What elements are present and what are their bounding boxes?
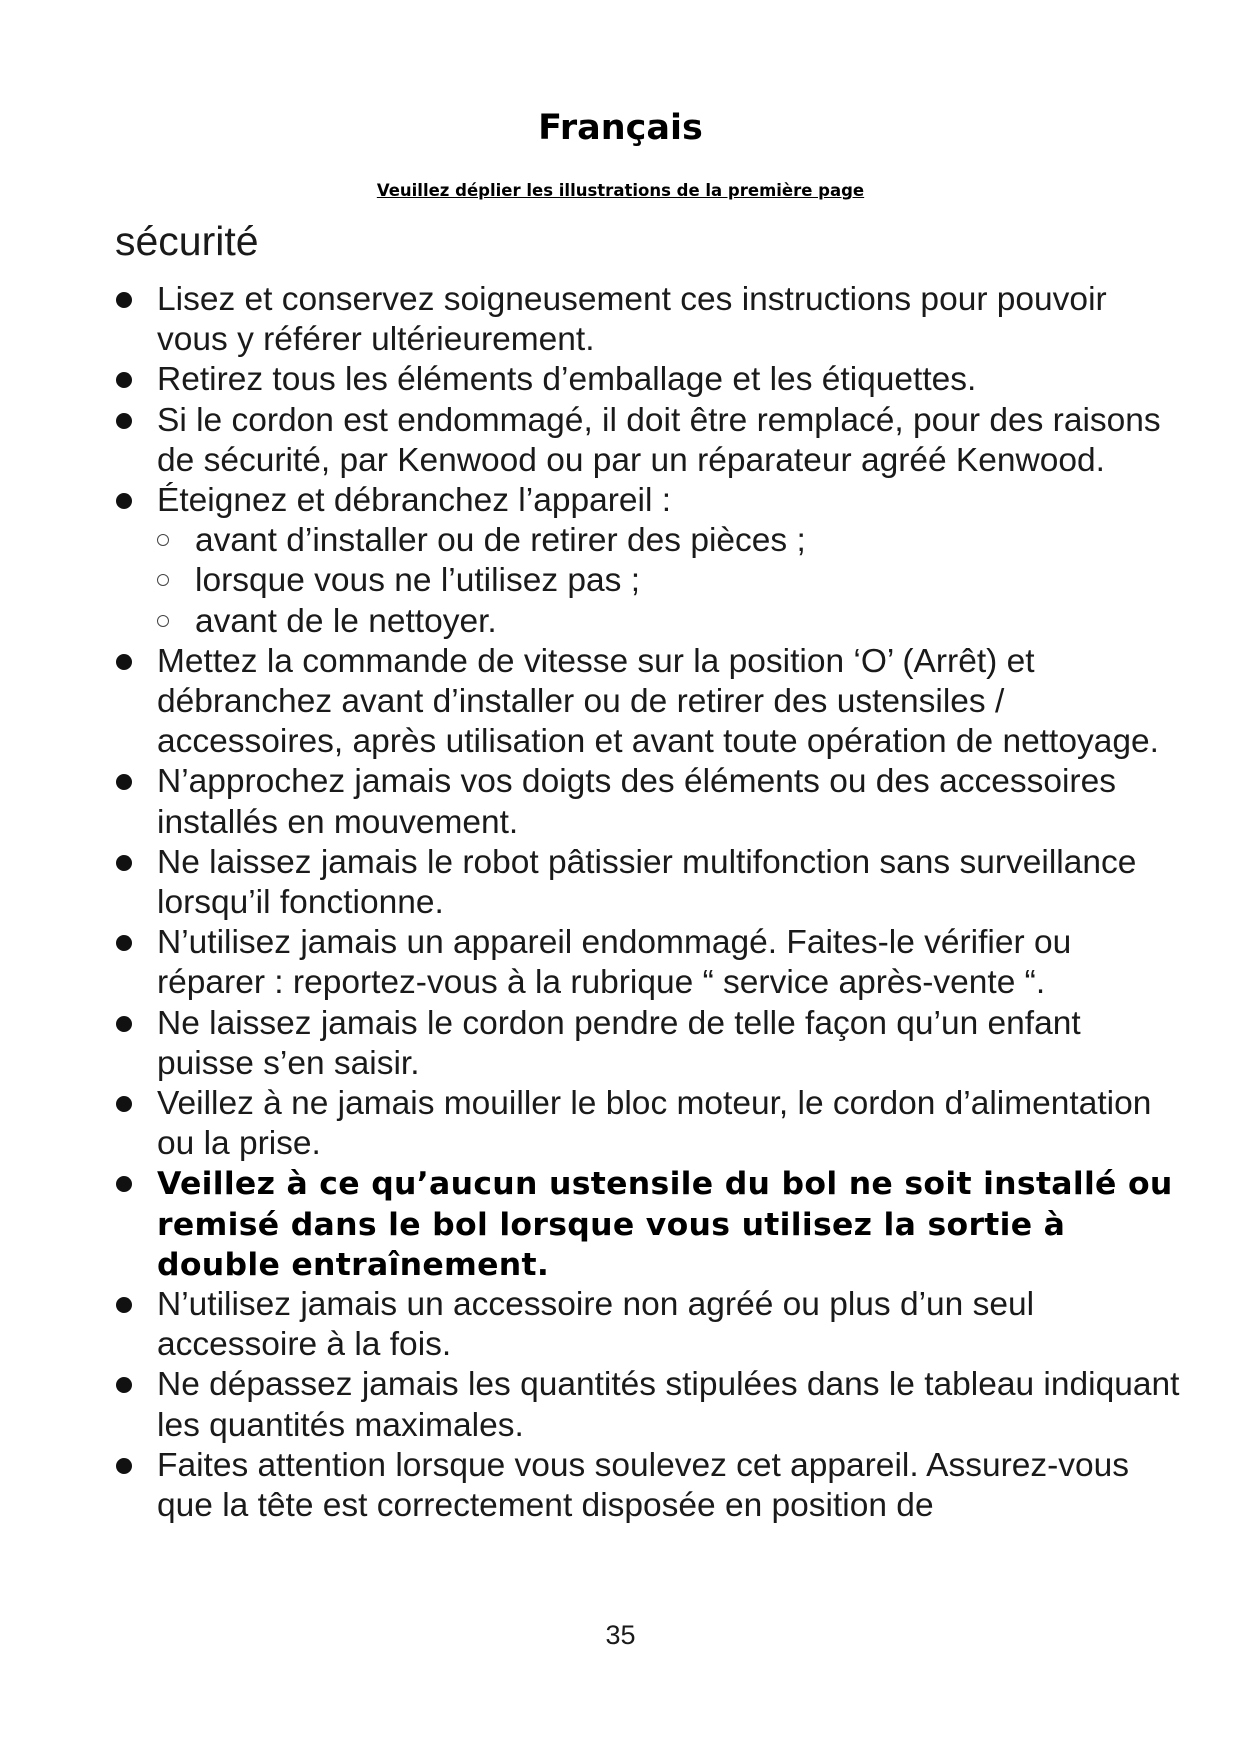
list-item-text: Retirez tous les éléments d’emballage et les étiquettes. <box>157 361 977 399</box>
list-item <box>0 280 1241 360</box>
bullet-icon <box>116 1016 132 1032</box>
bullet-icon <box>116 1096 132 1112</box>
list-item <box>0 481 1241 642</box>
list-item-warning <box>0 1164 1241 1285</box>
list-item-text: Si le cordon est endommagé, il doit être remplacé, pour des raisons de sécurité, par Kenwood ou par un réparateur agréé Kenwood. <box>157 401 1161 479</box>
bullet-icon <box>116 1458 132 1474</box>
list-item-text: N’approchez jamais vos doigts des éléments ou des accessoires installés en mouvement. <box>157 763 1116 841</box>
sub-list-item <box>157 521 1181 561</box>
list-item <box>0 762 1241 842</box>
list-item <box>0 843 1241 923</box>
list-item-text: Faites attention lorsque vous soulevez cet appareil. Assurez-vous que la tête est correctement disposée en position de <box>157 1446 1130 1525</box>
list-item-text: Lisez et conservez soigneusement ces instructions pour pouvoir vous y référer ultérieurement. <box>157 281 1107 359</box>
bullet-icon <box>116 413 132 429</box>
bullet-icon <box>116 654 132 670</box>
list-item <box>0 1084 1241 1164</box>
list-item-text: Ne dépassez jamais les quantités stipulées dans le tableau indiquant les quantités maximales. <box>157 1366 1180 1444</box>
list-item <box>0 401 1241 481</box>
bullet-icon <box>116 935 132 951</box>
bullet-icon <box>116 774 132 790</box>
bullet-icon <box>116 292 132 308</box>
list-item-text: Mettez la commande de vitesse sur la position ‘O’ (Arrêt) et débranchez avant d’installer ou de retirer des ustensiles / accessoires, après utilisation et avant toute opération de nettoyage. <box>157 642 1159 761</box>
list-item <box>0 1365 1241 1445</box>
page-number: 35 <box>605 1620 636 1650</box>
list-item <box>0 923 1241 1003</box>
list-item-text: Ne laissez jamais le cordon pendre de telle façon qu’un enfant puisse s’en saisir. <box>157 1004 1081 1082</box>
list-item <box>0 1004 1241 1084</box>
sub-list-item <box>157 602 1181 642</box>
list-item-text: Éteignez et débranchez l’appareil : <box>157 482 671 520</box>
bullet-icon <box>116 1176 132 1192</box>
safety-list <box>0 280 1241 1526</box>
hollow-bullet-icon <box>157 615 169 627</box>
list-item-text: N’utilisez jamais un accessoire non agréé ou plus d’un seul accessoire à la fois. <box>157 1286 1035 1364</box>
list-item-text: Veillez à ce qu’aucun ustensile du bol ne soit installé ou remisé dans le bol lorsque vous utilisez la sortie à double entraînement. <box>157 1166 1173 1283</box>
bullet-icon <box>116 1377 132 1393</box>
bullet-icon <box>116 493 132 509</box>
sub-list-item-text: lorsque vous ne l’utilisez pas ; <box>195 562 641 600</box>
list-item-text: N’utilisez jamais un appareil endommagé. Faites-le vérifier ou réparer : reportez-vous à la rubrique “ service après-vente “. <box>157 924 1072 1002</box>
list-item-text: Veillez à ne jamais mouiller le bloc moteur, le cordon d’alimentation ou la prise. <box>157 1085 1152 1163</box>
list-item <box>0 642 1241 763</box>
list-item <box>0 1446 1241 1526</box>
hollow-bullet-icon <box>157 534 169 546</box>
sub-list <box>157 521 1181 642</box>
fold-out-note: Veuillez déplier les illustrations de la première page <box>376 181 865 200</box>
section-heading: sécurité <box>115 218 259 264</box>
page-title: Français <box>538 108 703 148</box>
bullet-icon <box>116 1297 132 1313</box>
sub-list-item <box>157 561 1181 601</box>
hollow-bullet-icon <box>157 574 169 586</box>
list-item <box>0 1285 1241 1365</box>
bullet-icon <box>116 855 132 871</box>
sub-list-item-text: avant d’installer ou de retirer des pièces ; <box>195 522 806 560</box>
sub-list-item-text: avant de le nettoyer. <box>195 602 497 640</box>
bullet-icon <box>116 372 132 388</box>
list-item-text: Ne laissez jamais le robot pâtissier multifonction sans surveillance lorsqu’il fonctionne. <box>157 843 1137 922</box>
list-item <box>0 360 1241 400</box>
